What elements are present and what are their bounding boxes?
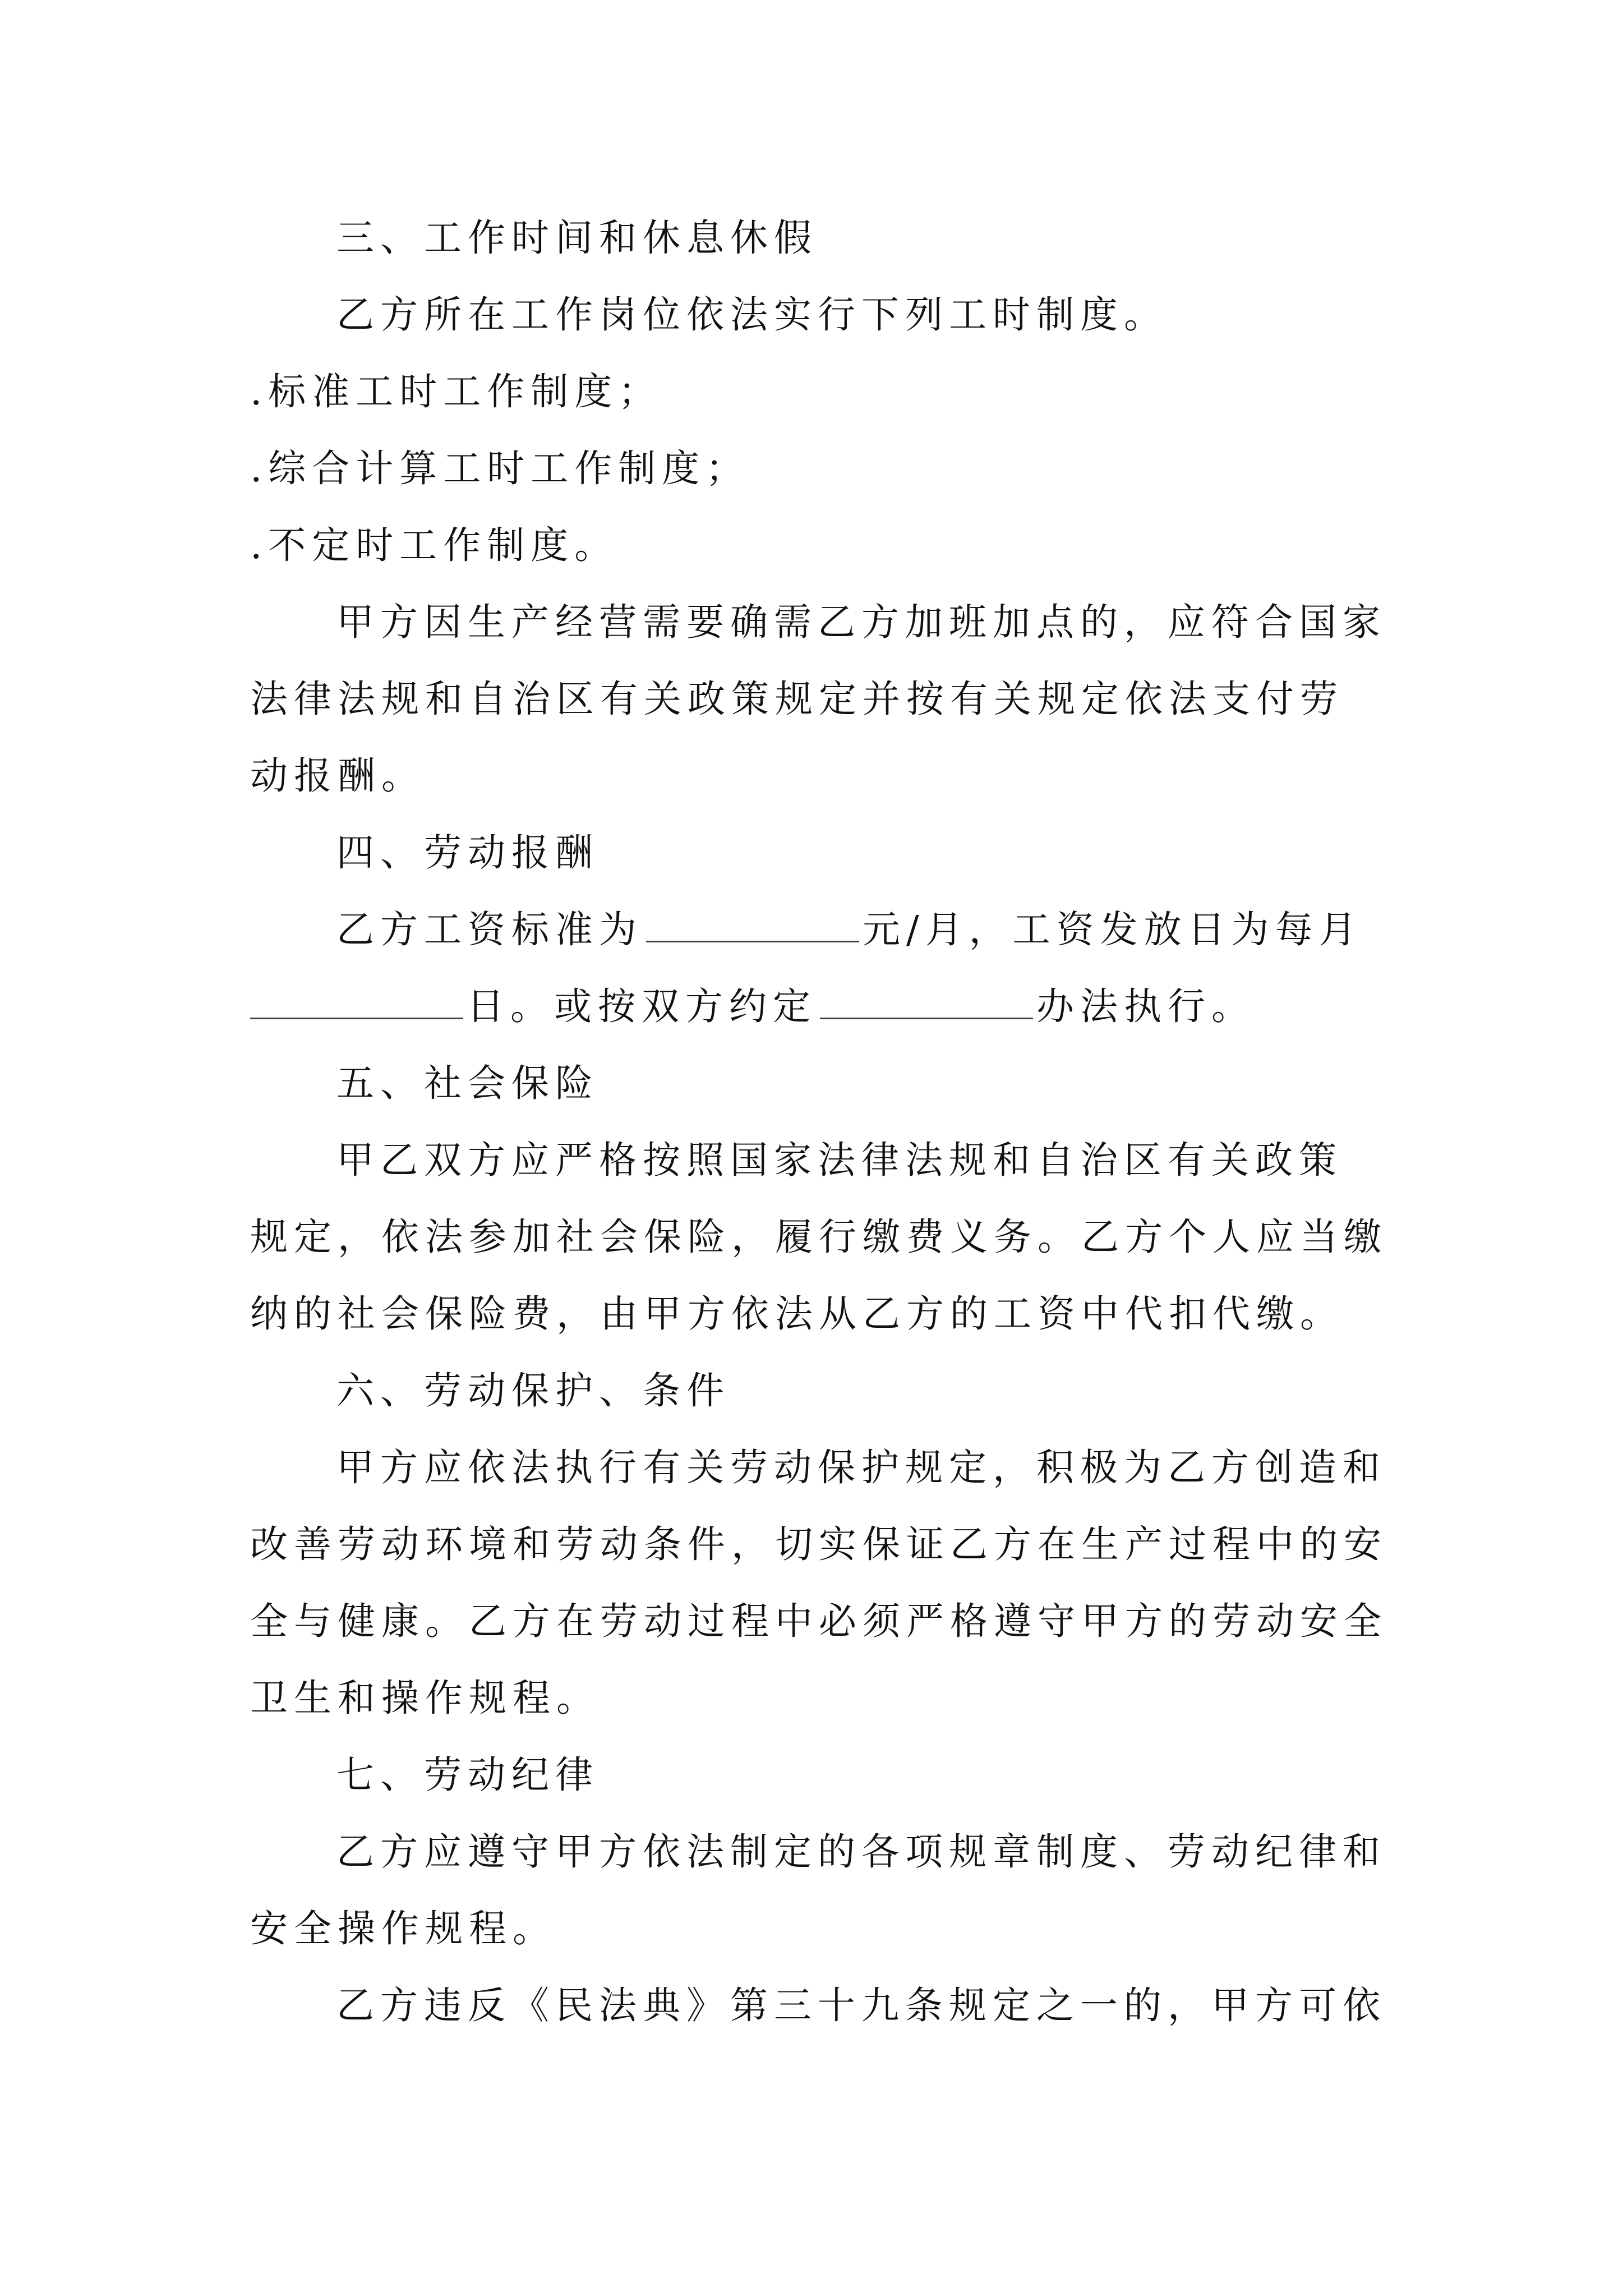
paragraph-line: 卫生和操作规程。 [250,1676,600,1720]
paragraph-line: 规定，依法参加社会保险，履行缴费义务。乙方个人应当缴 [250,1215,1387,1259]
paragraph-line: 动报酬。 [250,754,425,798]
section-heading-labor-discipline: 七、劳动纪律 [336,1753,599,1797]
section-heading-work-hours: 三、工作时间和休息休假 [336,216,818,260]
section-heading-labor-protection: 六、劳动保护、条件 [336,1369,730,1412]
pay-day-blank[interactable] [250,987,463,1019]
document-body [250,200,1387,2044]
paragraph-line: 改善劳动环境和劳动条件，切实保证乙方在生产过程中的安 [250,1522,1387,1566]
wage-suffix: 办法执行。 [1036,984,1255,1028]
section-heading-remuneration: 四、劳动报酬 [336,831,599,875]
section-heading-social-insurance: 五、社会保险 [336,1061,599,1105]
wage-unit: 元/月，工资发放日为每月 [863,908,1363,951]
list-item-comprehensive-hours: .综合计算工时工作制度； [250,447,750,490]
wage-line-1 [250,891,1382,968]
paragraph-line: 甲方因生产经营需要确需乙方加班加点的，应符合国家 [336,600,1386,644]
wage-line-2 [250,968,1382,1045]
paragraph-line: 甲乙双方应严格按照国家法律法规和自治区有关政策 [336,1138,1343,1182]
paragraph-line: 乙方应遵守甲方依法制定的各项规章制度、劳动纪律和 [336,1830,1386,1874]
agreed-method-blank[interactable] [820,987,1033,1019]
wage-prefix: 乙方工资标准为 [336,908,643,951]
paragraph-line: 全与健康。乙方在劳动过程中必须严格遵守甲方的劳动安全 [250,1599,1387,1643]
wage-amount-blank[interactable] [646,910,859,942]
paragraph-line: 乙方违反《民法典》第三十九条规定之一的，甲方可依 [336,1984,1386,2027]
wage-mid: 日。或按双方约定 [467,984,817,1028]
list-item-standard-hours: .标准工时工作制度； [250,370,662,413]
paragraph-line: 纳的社会保险费，由甲方依法从乙方的工资中代扣代缴。 [250,1292,1344,1336]
paragraph-line: 安全操作规程。 [250,1907,556,1950]
paragraph-line: 法律法规和自治区有关政策规定并按有关规定依法支付劳 [250,677,1344,721]
list-item-flexible-hours: .不定时工作制度。 [250,523,619,567]
paragraph-line: 乙方所在工作岗位依法实行下列工时制度。 [336,293,1168,337]
paragraph-line: 甲方应依法执行有关劳动保护规定，积极为乙方创造和 [336,1446,1386,1489]
